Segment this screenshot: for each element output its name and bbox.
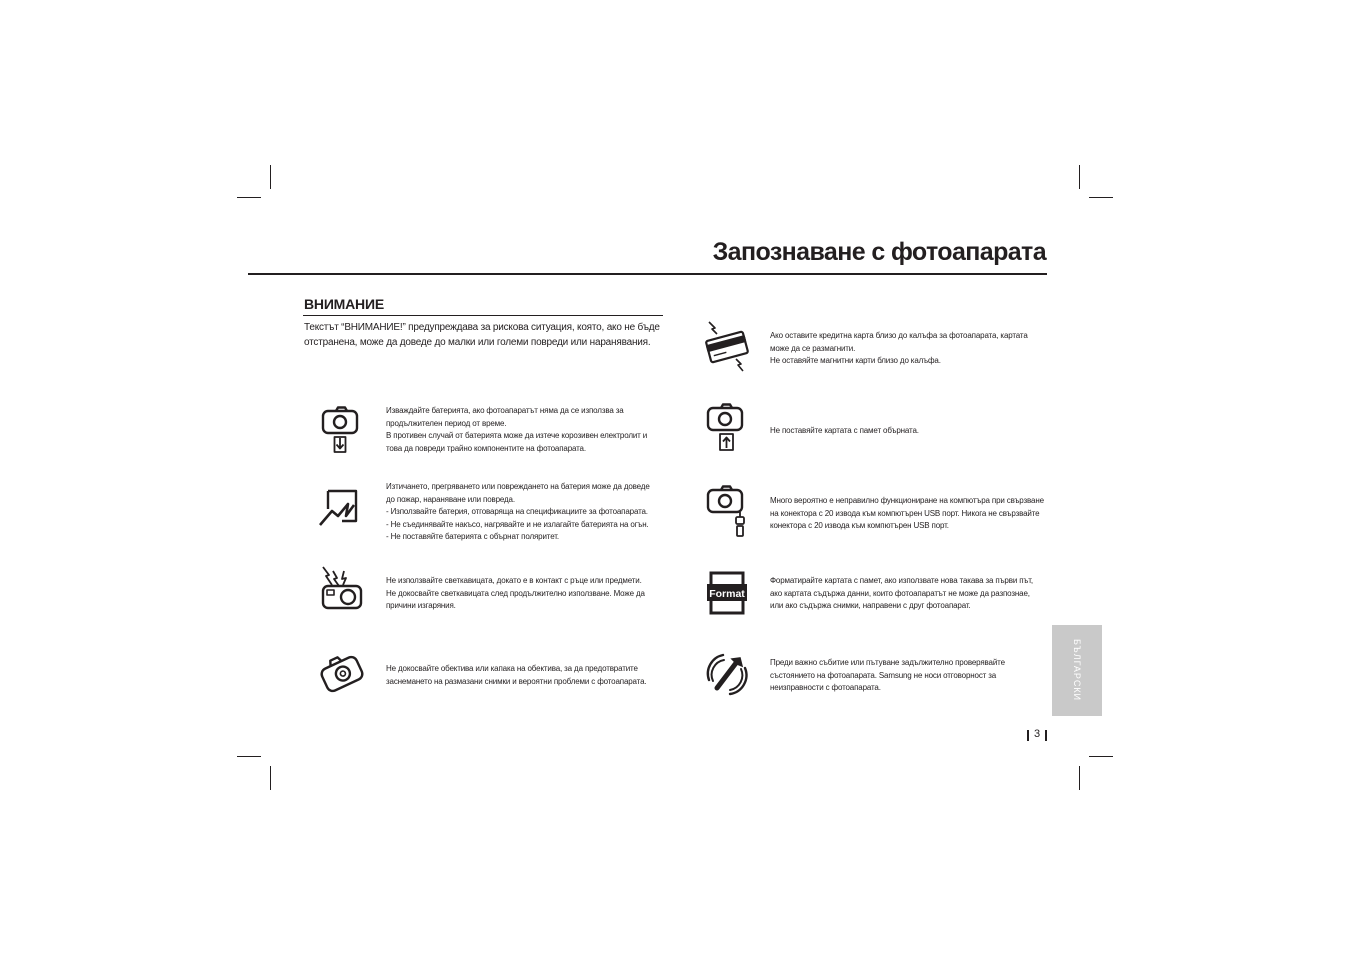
- section-heading: ВНИМАНИЕ: [304, 296, 384, 312]
- caution-intro: Текстът “ВНИМАНИЕ!” предупреждава за рискова ситуация, която, ако не бъде отстранена, може да доведе до малки или големи повреди или наранявания.: [304, 322, 660, 348]
- language-tab-label: БЪЛГАРСКИ: [1072, 638, 1082, 702]
- crop-mark: [1089, 756, 1113, 757]
- crop-mark: [1079, 165, 1080, 189]
- item-flash-warning: Не използвайте светкавицата, докато е в контакт с ръце или предмети. Не докосвайте светкавицата след продължително използване. Може да причини изгаряния.: [386, 576, 645, 611]
- format-label: Format: [709, 588, 745, 600]
- camera-battery-remove-icon: [318, 404, 366, 458]
- crop-mark: [1089, 197, 1113, 198]
- crop-mark: [237, 756, 261, 757]
- damaged-battery-icon: [318, 483, 366, 537]
- item-format-card: Форматирайте картата с памет, ако използвате нова такава за първи път, ако картата съдържа данни, които фотоапаратът не може да разпознае, или ако съдържа снимки, направени с друг фотоапарат.: [770, 576, 1033, 611]
- page-title: Запознаване с фотоапарата: [712, 238, 1046, 266]
- crop-mark: [270, 165, 271, 189]
- usb-connector-icon: [703, 483, 751, 537]
- crop-mark: [1079, 766, 1080, 790]
- item-lens-warning: Не докосвайте обектива или капака на обектива, за да предотвратите заснемането на размазани снимки и вероятни проблеми с фотоапарата.: [386, 664, 647, 686]
- magnetic-card-icon: [703, 319, 751, 373]
- flash-heat-icon: [318, 563, 366, 617]
- item-battery-removal: Изваждайте батерията, ако фотоапаратът няма да се използва за продължителен период от време. В противен случай от батерията може да изтече корозивен електролит и това да повреди трайно компонентите на фотоапарата.: [386, 406, 648, 453]
- title-rule: [248, 273, 1047, 275]
- page-number-bar: [1045, 730, 1047, 741]
- crop-mark: [237, 197, 261, 198]
- lens-touch-icon: [318, 648, 366, 702]
- camera-card-insert-icon: [703, 401, 751, 455]
- section-rule: [303, 315, 663, 316]
- format-card-icon: [703, 569, 751, 623]
- item-usb-warning: Много вероятно е неправилно функциониране на компютъра при свързване на конектора с 20 извода към компютърен USB порт. Никога не свързвайте конектора с 20 извода към компютърен USB порт.: [770, 496, 1044, 531]
- crop-mark: [270, 766, 271, 790]
- item-card-orientation: Не поставяйте картата с памет обърната.: [770, 426, 919, 435]
- item-magnetic-card: Ако оставите кредитна карта близо до калъфа за фотоапарата, картата може да се размагнити. Не оставяйте магнитни карти близо до калъфа.: [770, 331, 1028, 366]
- wrench-check-icon: [703, 648, 751, 702]
- item-battery-damage: Изтичането, прегряването или повреждането на батерия може да доведе до пожар, нараняване или повреда. - Използвайте батерия, отговаряща на спецификациите за фотоапарата. - Не съединявайте накъсо, нагрявайте и не излагайте батерията на огън. - Не поставяйте батерията с обърнат поляритет.: [386, 482, 650, 542]
- page-number-value: 3: [1034, 728, 1041, 740]
- page-number-bar: [1027, 730, 1029, 741]
- item-check-before-event: Преди важно събитие или пътуване задължително проверявайте състоянието на фотоапарата. Samsung не носи отговорност за неизправности с фотоапарата.: [770, 658, 1005, 693]
